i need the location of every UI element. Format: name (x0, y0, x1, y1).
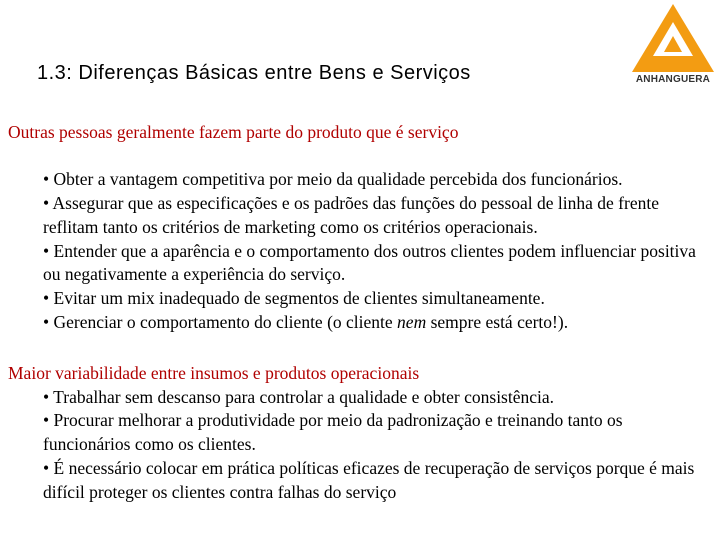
section-people-in-service (8, 121, 712, 334)
section-heading: Maior variabilidade entre insumos e produtos operacionais (8, 363, 420, 383)
emphasis-text: nem (397, 311, 427, 332)
list-item: • Entender que a aparência e o comportamento dos outros clientes podem influenciar positiva ou negativamente a experiência do serviço. (43, 240, 696, 285)
list-item: • Evitar um mix inadequado de segmentos de clientes simultaneamente. (43, 287, 545, 308)
list-item: • Procurar melhorar a produtividade por meio da padronização e treinando tanto os funcionários como os clientes. (43, 410, 623, 455)
list-item: • Obter a vantagem competitiva por meio da qualidade percebida dos funcionários. (43, 169, 623, 190)
anhanguera-logo (630, 2, 716, 88)
list-item: • É necessário colocar em prática políticas eficazes de recuperação de serviços porque é mais difícil proteger os clientes contra falhas do serviço (43, 457, 695, 502)
list-item: • Assegurar que as especificações e os padrões das funções do pessoal de linha de frente reflitam tanto os critérios de marketing como os critérios operacionais. (43, 193, 659, 237)
bullet-list (8, 168, 712, 334)
section-variability (8, 362, 712, 504)
slide-title: 1.3: Diferenças Básicas entre Bens e Serviços (37, 62, 471, 84)
list-item: • Trabalhar sem descanso para controlar a qualidade e obter consistência. (43, 386, 555, 407)
list-item (43, 311, 712, 335)
section-heading: Outras pessoas geralmente fazem parte do produto que é serviço (8, 122, 459, 142)
triangle-logo-icon (630, 2, 716, 74)
bullet-text: • Gerenciar o comportamento do cliente (o cliente (43, 311, 398, 332)
logo-text: ANHANGUERA (635, 74, 711, 85)
bullet-text: sempre está certo!). (426, 311, 569, 332)
bullet-list (8, 386, 712, 505)
